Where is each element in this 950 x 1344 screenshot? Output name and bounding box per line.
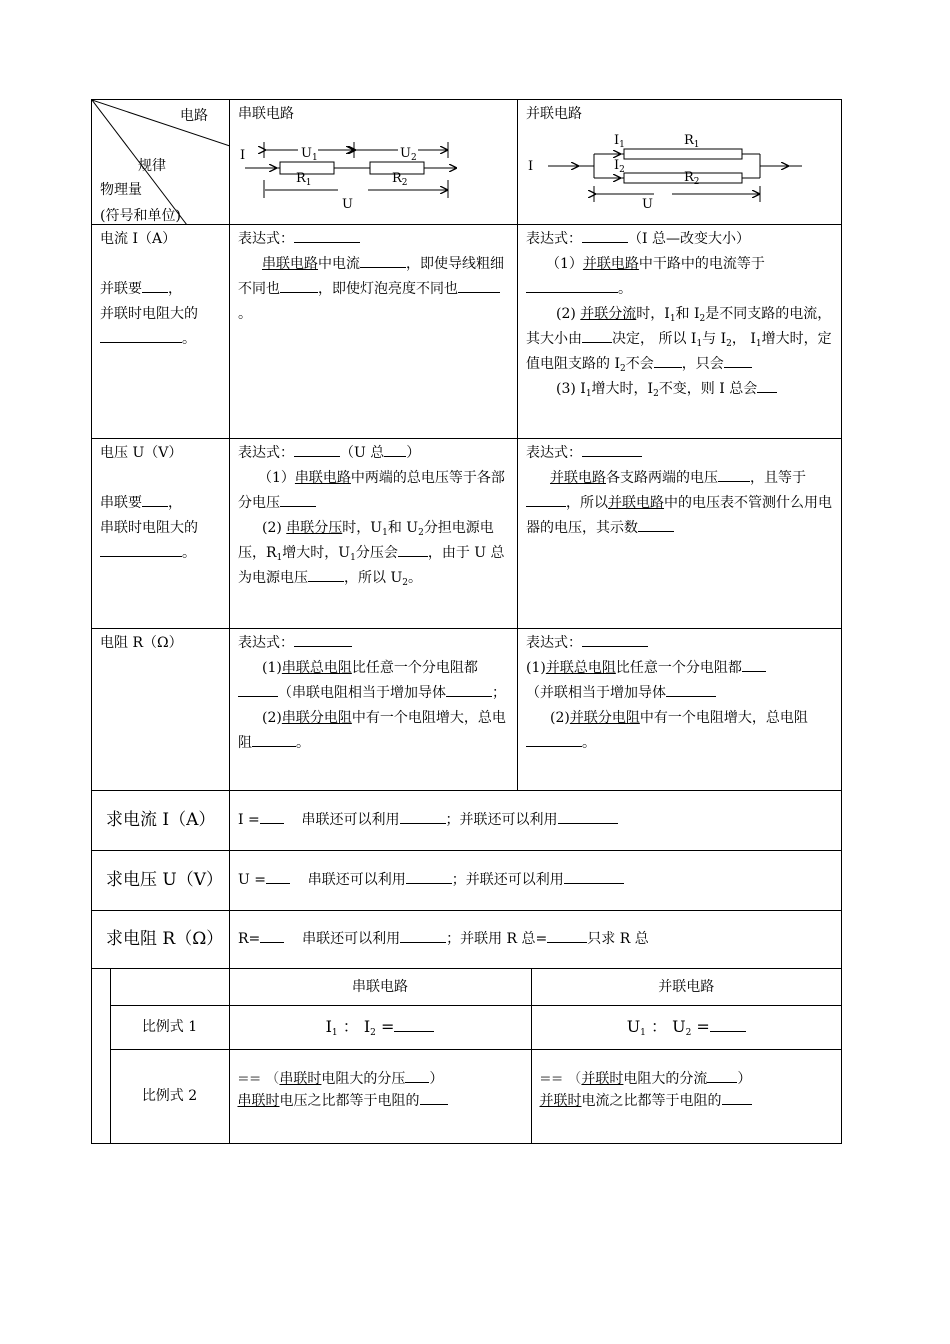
current-label: 电流 I（A）	[100, 231, 177, 247]
parallel-header-cell	[518, 100, 842, 225]
voltage-note-2: 串联时电阻大的	[100, 520, 198, 536]
ratio-1-parallel: $U_1$ ： $U_2$ =	[531, 1005, 841, 1049]
find-current-label: 求电流 I（A）	[92, 791, 230, 851]
ratio-series-header: 串联电路	[229, 969, 531, 1005]
parallel-current-cell	[518, 225, 842, 439]
find-current-row	[92, 791, 842, 851]
parallel-i1-label: $I_1$	[614, 133, 625, 150]
ratio-2-parallel	[531, 1049, 841, 1143]
resistance-row	[92, 629, 842, 791]
ratio-2-label: 比例式 2	[110, 1049, 229, 1143]
resistance-label: 电阻 R（Ω）	[100, 635, 183, 651]
series-current-label: I	[240, 148, 246, 163]
header-circuit-label: 电路	[180, 108, 208, 124]
voltage-label: 电压 U（V）	[100, 445, 183, 461]
header-law-label: 规律	[138, 158, 166, 174]
ratio-section-cell	[92, 969, 842, 1144]
header-unit-note: (符号和单位)	[100, 208, 181, 224]
parallel-current-point-1: （1）并联电路中干路中的电流等于	[546, 256, 765, 272]
series-u2-label: $U_2$	[400, 146, 417, 163]
find-resistance-label: 求电阻 R（Ω）	[92, 911, 230, 969]
parallel-resistance-point-1: (1)并联总电阻比任意一个分电阻都	[526, 656, 833, 681]
parallel-voltage-text: 并联电路各支路两端的电压 ，且等于，所以并联电路中的电压表不管测什么用电器的电压，其示数	[526, 466, 833, 541]
voltage-note-3: 。	[100, 541, 221, 566]
series-current-cell	[230, 225, 518, 439]
series-u1-label: $U_1$	[301, 146, 318, 163]
series-title: 串联电路	[238, 106, 294, 122]
header-row	[92, 100, 842, 225]
find-current-content: I = 串联还可以利用 ；并联还可以利用	[230, 791, 842, 851]
series-current-expression: 表达式：	[238, 227, 509, 252]
series-voltage-point-1: （1）串联电路中两端的总电压等于各部分电压	[238, 470, 505, 511]
ratio-2-series	[229, 1049, 531, 1143]
header-quantity-label: 物理量	[100, 182, 142, 198]
series-header-cell	[230, 100, 518, 225]
parallel-voltage-expression: 表达式：	[526, 441, 833, 466]
find-voltage-row	[92, 851, 842, 911]
current-note-1: 并联要 ，	[100, 277, 221, 302]
series-current-text: 串联电路中电流 ，即使导线粗细不同也 ，即使灯泡亮度不同也。	[238, 252, 509, 327]
ratio-section-row	[92, 969, 842, 1144]
parallel-r2-label: $R_2$	[684, 170, 700, 187]
current-note-3: 。	[100, 327, 221, 352]
ratio-1-series: $I_1$ ： $I_2$ =	[229, 1005, 531, 1049]
current-note-2: 并联时电阻大的	[100, 306, 198, 322]
parallel-resistance-point-1b: （并联相当于增加导体	[526, 681, 833, 706]
voltage-row	[92, 439, 842, 629]
ratio-parallel-header: 并联电路	[531, 969, 841, 1005]
series-circuit-diagram	[238, 102, 518, 222]
series-resistance-point-2: (2)串联分电阻中有一个电阻增大，总电阻 。	[238, 710, 506, 751]
series-r1-label: $R_1$	[296, 171, 312, 188]
ratio-2-series-line-1: == （串联时电阻大的分压 ）	[238, 1068, 523, 1090]
diagonal-header-cell	[92, 100, 230, 225]
find-voltage-content: U = 串联还可以利用 ；并联还可以利用	[230, 851, 842, 911]
parallel-i2-label: $I_2$	[614, 158, 625, 175]
parallel-resistance-cell	[518, 629, 842, 791]
series-r2-label: $R_2$	[392, 171, 408, 188]
find-resistance-row	[92, 911, 842, 969]
series-resistance-expression: 表达式：	[238, 631, 509, 656]
ratio-header-row	[92, 969, 841, 1005]
ratio-2-parallel-line-2: 并联时电流之比都等于电阻的	[540, 1090, 834, 1112]
find-resistance-content: R= 串联还可以利用 ；并联用 R 总= 只求 R 总	[230, 911, 842, 969]
parallel-current-label: I	[528, 159, 534, 174]
parallel-current-point-2: (2) 并联分流时，$I_1$和 $I_2$是不同支路的电流，其大小由 决定， 所以 $I_1$与 $I_2$， $I_1$增大时，定值电阻支路的 $I_2$不会 ，只会	[526, 306, 832, 374]
parallel-title: 并联电路	[526, 106, 582, 122]
ratio-1-row	[92, 1005, 841, 1049]
current-label-cell	[92, 225, 230, 439]
parallel-resistance-point-2: (2)并联分电阻中有一个电阻增大，总电阻。	[526, 706, 833, 756]
voltage-note-1: 串联要 ，	[100, 491, 221, 516]
ratio-2-parallel-line-1: == （并联时电阻大的分流 ）	[540, 1068, 834, 1090]
series-voltage-expression: 表达式： （U 总 ）	[238, 441, 509, 466]
ratio-corner-cell	[110, 969, 229, 1005]
series-resistance-point-1: (1)串联总电阻比任意一个分电阻都（串联电阻相当于增加导体 ；	[238, 656, 509, 706]
parallel-current-expression: 表达式： （I 总—改变大小）	[526, 227, 833, 252]
resistance-label-cell	[92, 629, 230, 791]
series-voltage-point-2: (2) 串联分压时，$U_1$和 $U_2$分担电源电压，$R_1$增大时，$U_1$分压会 ，由于 U 总为电源电压 ，所以 $U_2$。	[238, 520, 505, 588]
parallel-voltage-cell	[518, 439, 842, 629]
ratio-1-label: 比例式 1	[110, 1005, 229, 1049]
circuit-comparison-table	[91, 99, 842, 1144]
ratio-margin-cell	[92, 969, 110, 1143]
voltage-label-cell	[92, 439, 230, 629]
series-resistance-cell	[230, 629, 518, 791]
parallel-resistance-expression: 表达式：	[526, 631, 833, 656]
parallel-circuit-diagram	[526, 102, 836, 222]
parallel-total-voltage-label: U	[642, 197, 653, 212]
ratio-2-row	[92, 1049, 841, 1143]
current-row	[92, 225, 842, 439]
parallel-r1-label: $R_1$	[684, 133, 700, 150]
ratio-2-series-line-2: 串联时电压之比都等于电阻的	[238, 1090, 523, 1112]
ratio-table	[92, 969, 841, 1143]
parallel-current-point-1b: 。	[526, 277, 833, 302]
series-voltage-cell	[230, 439, 518, 629]
series-total-voltage-label: U	[342, 197, 353, 212]
find-voltage-label: 求电压 U（V）	[92, 851, 230, 911]
parallel-current-point-3: (3) $I_1$增大时，$I_2$不变，则 I 总会	[526, 377, 833, 402]
